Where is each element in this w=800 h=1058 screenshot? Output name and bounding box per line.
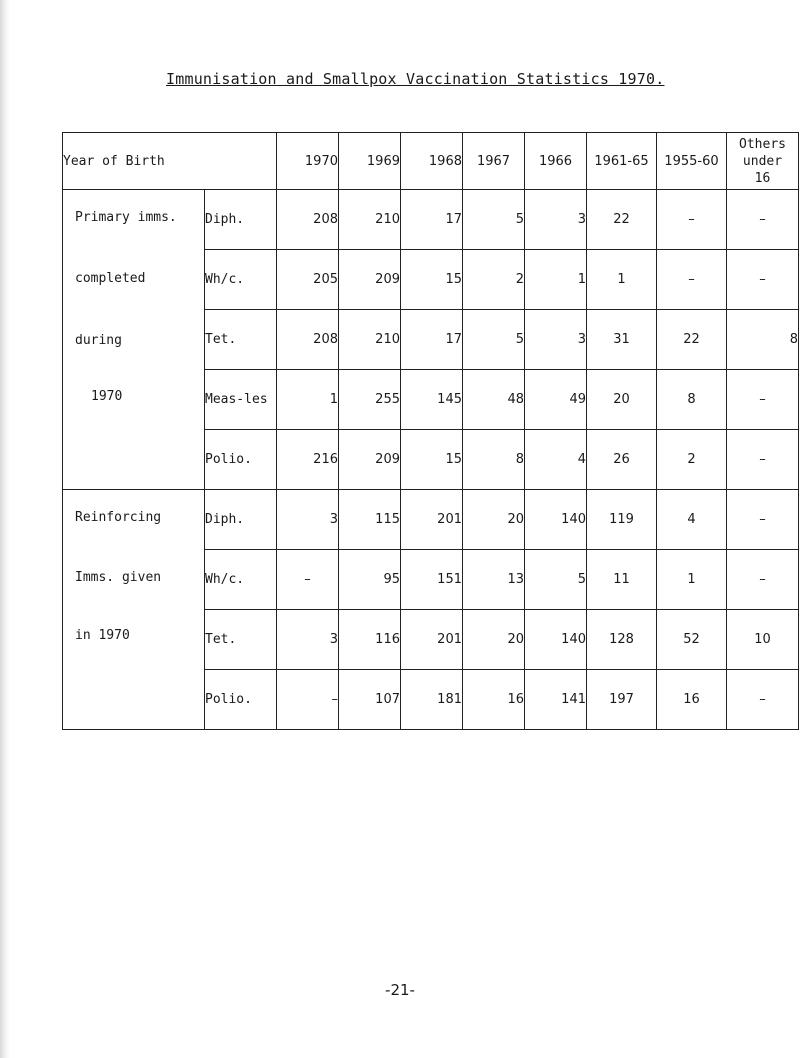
vaccine-type: Polio.: [205, 430, 277, 490]
table-cell: 209: [339, 250, 401, 310]
vaccine-type: Meas-les: [205, 370, 277, 430]
table-cell: 107: [339, 670, 401, 730]
category-label-line: Imms. given: [75, 570, 162, 585]
table-cell: 48: [463, 370, 525, 430]
table-cell: 8: [463, 430, 525, 490]
table-cell: 3: [277, 610, 339, 670]
vaccine-type: Polio.: [205, 670, 277, 730]
table-cell: 49: [525, 370, 587, 430]
table-cell: 128: [587, 610, 657, 670]
table-cell: –: [657, 190, 727, 250]
table-cell: 17: [401, 190, 463, 250]
table-cell: 141: [525, 670, 587, 730]
table-cell: 10: [727, 610, 799, 670]
table-cell: 201: [401, 610, 463, 670]
table-cell: –: [657, 250, 727, 310]
table-row: [63, 190, 799, 250]
table-cell: –: [727, 250, 799, 310]
reinforcing-category-cell: [63, 490, 205, 730]
table-cell: 4: [525, 430, 587, 490]
table-cell: 205: [277, 250, 339, 310]
table-cell: 11: [587, 550, 657, 610]
column-header: 1970: [277, 133, 339, 190]
table-cell: 16: [657, 670, 727, 730]
table-cell: 22: [657, 310, 727, 370]
table-cell: –: [727, 430, 799, 490]
table-cell: 15: [401, 250, 463, 310]
table-cell: 15: [401, 430, 463, 490]
vaccine-type: Diph.: [205, 190, 277, 250]
table-cell: 52: [657, 610, 727, 670]
table-cell: 119: [587, 490, 657, 550]
table-cell: 1: [587, 250, 657, 310]
others-under-16-header: [727, 133, 799, 190]
table-cell: 13: [463, 550, 525, 610]
table-cell: 26: [587, 430, 657, 490]
table-cell: 140: [525, 610, 587, 670]
table-cell: 209: [339, 430, 401, 490]
table-cell: 210: [339, 190, 401, 250]
table-cell: 3: [277, 490, 339, 550]
table-cell: 5: [525, 550, 587, 610]
others-header-line: 16: [754, 170, 771, 186]
vaccine-type: Wh/c.: [205, 250, 277, 310]
category-label-line: during: [75, 333, 122, 348]
year-of-birth-header: Year of Birth: [63, 133, 277, 190]
table-cell: 208: [277, 310, 339, 370]
vaccine-type: Tet.: [205, 610, 277, 670]
column-header: 1955-60: [657, 133, 727, 190]
table-row: [63, 490, 799, 550]
table-cell: –: [727, 670, 799, 730]
column-header: 1961-65: [587, 133, 657, 190]
header-row: [63, 133, 799, 190]
table-cell: 208: [277, 190, 339, 250]
vaccine-type: Tet.: [205, 310, 277, 370]
table-cell: 95: [339, 550, 401, 610]
category-label-line: completed: [75, 271, 146, 286]
table-cell: 255: [339, 370, 401, 430]
table-cell: 20: [463, 490, 525, 550]
table-cell: 3: [525, 190, 587, 250]
vaccine-type: Diph.: [205, 490, 277, 550]
table-cell: 22: [587, 190, 657, 250]
scan-edge: [0, 0, 10, 1058]
vaccine-type: Wh/c.: [205, 550, 277, 610]
column-header: 1968: [401, 133, 463, 190]
table-cell: 216: [277, 430, 339, 490]
column-header: 1966: [525, 133, 587, 190]
table-cell: 17: [401, 310, 463, 370]
table-cell: 8: [727, 310, 799, 370]
table-cell: 201: [401, 490, 463, 550]
table-cell: –: [727, 550, 799, 610]
table-cell: –: [727, 370, 799, 430]
others-header-line: under: [742, 153, 783, 169]
table-cell: –: [727, 490, 799, 550]
table-cell: 8: [657, 370, 727, 430]
table-cell: 1: [525, 250, 587, 310]
table-cell: 2: [657, 430, 727, 490]
table-cell: 145: [401, 370, 463, 430]
category-label-line: in 1970: [75, 628, 130, 643]
category-label-line: Primary imms.: [75, 210, 177, 225]
table-cell: 116: [339, 610, 401, 670]
others-header-line: Others: [739, 136, 786, 152]
column-header: 1967: [463, 133, 525, 190]
page-title: Immunisation and Smallpox Vaccination Statistics 1970.: [166, 70, 665, 88]
table-cell: 31: [587, 310, 657, 370]
table-cell: 181: [401, 670, 463, 730]
immunisation-table: [62, 132, 799, 730]
table-cell: 16: [463, 670, 525, 730]
table-cell: 115: [339, 490, 401, 550]
page-number: -21-: [385, 981, 415, 999]
table-cell: 20: [587, 370, 657, 430]
table-cell: 3: [525, 310, 587, 370]
table-cell: 210: [339, 310, 401, 370]
column-header: 1969: [339, 133, 401, 190]
table-cell: 5: [463, 190, 525, 250]
table-cell: 4: [657, 490, 727, 550]
table-cell: 5: [463, 310, 525, 370]
table-cell: 140: [525, 490, 587, 550]
category-label-line: Reinforcing: [75, 510, 162, 525]
table-cell: –: [277, 550, 339, 610]
table-cell: 2: [463, 250, 525, 310]
table-cell: 1: [277, 370, 339, 430]
table-cell: –: [277, 670, 339, 730]
table-cell: 20: [463, 610, 525, 670]
table-cell: 151: [401, 550, 463, 610]
table-cell: 1: [657, 550, 727, 610]
primary-category-cell: [63, 190, 205, 490]
table-cell: 197: [587, 670, 657, 730]
table-cell: –: [727, 190, 799, 250]
category-label-line: 1970: [91, 389, 123, 404]
